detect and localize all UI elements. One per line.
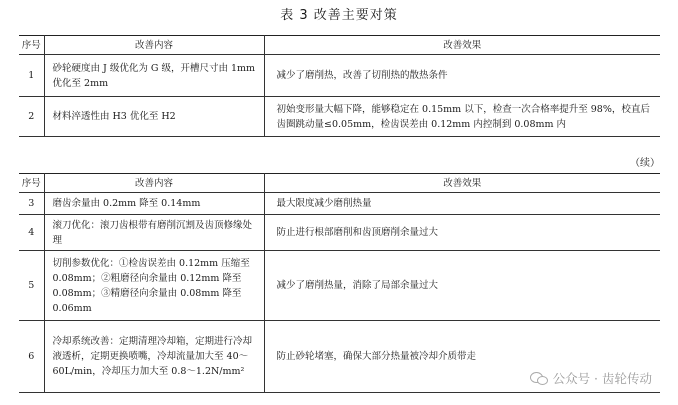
row-content: 滚刀优化：滚刀齿根带有磨削沉割及齿顶修缘处理 <box>44 215 264 251</box>
wechat-icon <box>530 371 548 385</box>
row-no: 1 <box>19 55 44 97</box>
table-title: 表 3 改善主要对策 <box>280 8 398 23</box>
table-row <box>19 215 660 251</box>
row-content: 材料淬透性由 H3 优化至 H2 <box>44 97 264 137</box>
table-row <box>19 251 660 321</box>
watermark <box>530 369 652 387</box>
header-content: 改善内容 <box>44 36 264 55</box>
row-effect: 防止进行根部磨削和齿顶磨削余量过大 <box>264 215 660 251</box>
row-no: 5 <box>19 251 44 321</box>
row-content: 砂轮硬度由 J 级优化为 G 级，开槽尺寸由 1mm 优化至 2mm <box>44 55 264 97</box>
header-effect: 改善效果 <box>264 174 660 193</box>
table-row <box>19 97 660 137</box>
header-no: 序号 <box>19 174 44 193</box>
row-no: 3 <box>19 193 44 215</box>
header-effect: 改善效果 <box>264 36 660 55</box>
row-no: 6 <box>19 321 44 393</box>
continued-label: （续） <box>630 158 660 169</box>
row-content: 冷却系统改善：定期清理冷却箱，定期进行冷却液透析，定期更换喷嘴，冷却流量加大至 40～60L/min，冷却压力加大至 0.8～1.2N/mm² <box>44 321 264 393</box>
row-effect: 减少了磨削热，改善了切削热的散热条件 <box>264 55 660 97</box>
header-content: 改善内容 <box>44 174 264 193</box>
row-effect: 初始变形量大幅下降，能够稳定在 0.15mm 以下，检查一次合格率提升至 98%，校直后齿圈跳动量≤0.05mm，检齿误差由 0.12mm 内控制到 0.08mm 内 <box>264 97 660 137</box>
table-row <box>19 55 660 97</box>
row-effect: 最大限度减少磨削热量 <box>264 193 660 215</box>
measures-table-1 <box>19 35 660 137</box>
row-no: 4 <box>19 215 44 251</box>
measures-table-2 <box>19 173 660 393</box>
row-content: 切削参数优化：①检齿误差由 0.12mm 压缩至 0.08mm；②粗磨径向余量由 0.12mm 降至 0.08mm；③精磨径向余量由 0.08mm 降至 0.06mm <box>44 251 264 321</box>
row-effect: 防止砂轮堵塞，确保大部分热量被冷却介质带走 <box>264 321 660 393</box>
row-content: 磨齿余量由 0.2mm 降至 0.14mm <box>44 193 264 215</box>
header-no: 序号 <box>19 36 44 55</box>
header-row <box>19 174 660 193</box>
header-row <box>19 36 660 55</box>
row-no: 2 <box>19 97 44 137</box>
watermark-text: 公众号 · 齿轮传动 <box>552 371 652 386</box>
row-effect: 减少了磨削热量，消除了局部余量过大 <box>264 251 660 321</box>
table-row <box>19 193 660 215</box>
